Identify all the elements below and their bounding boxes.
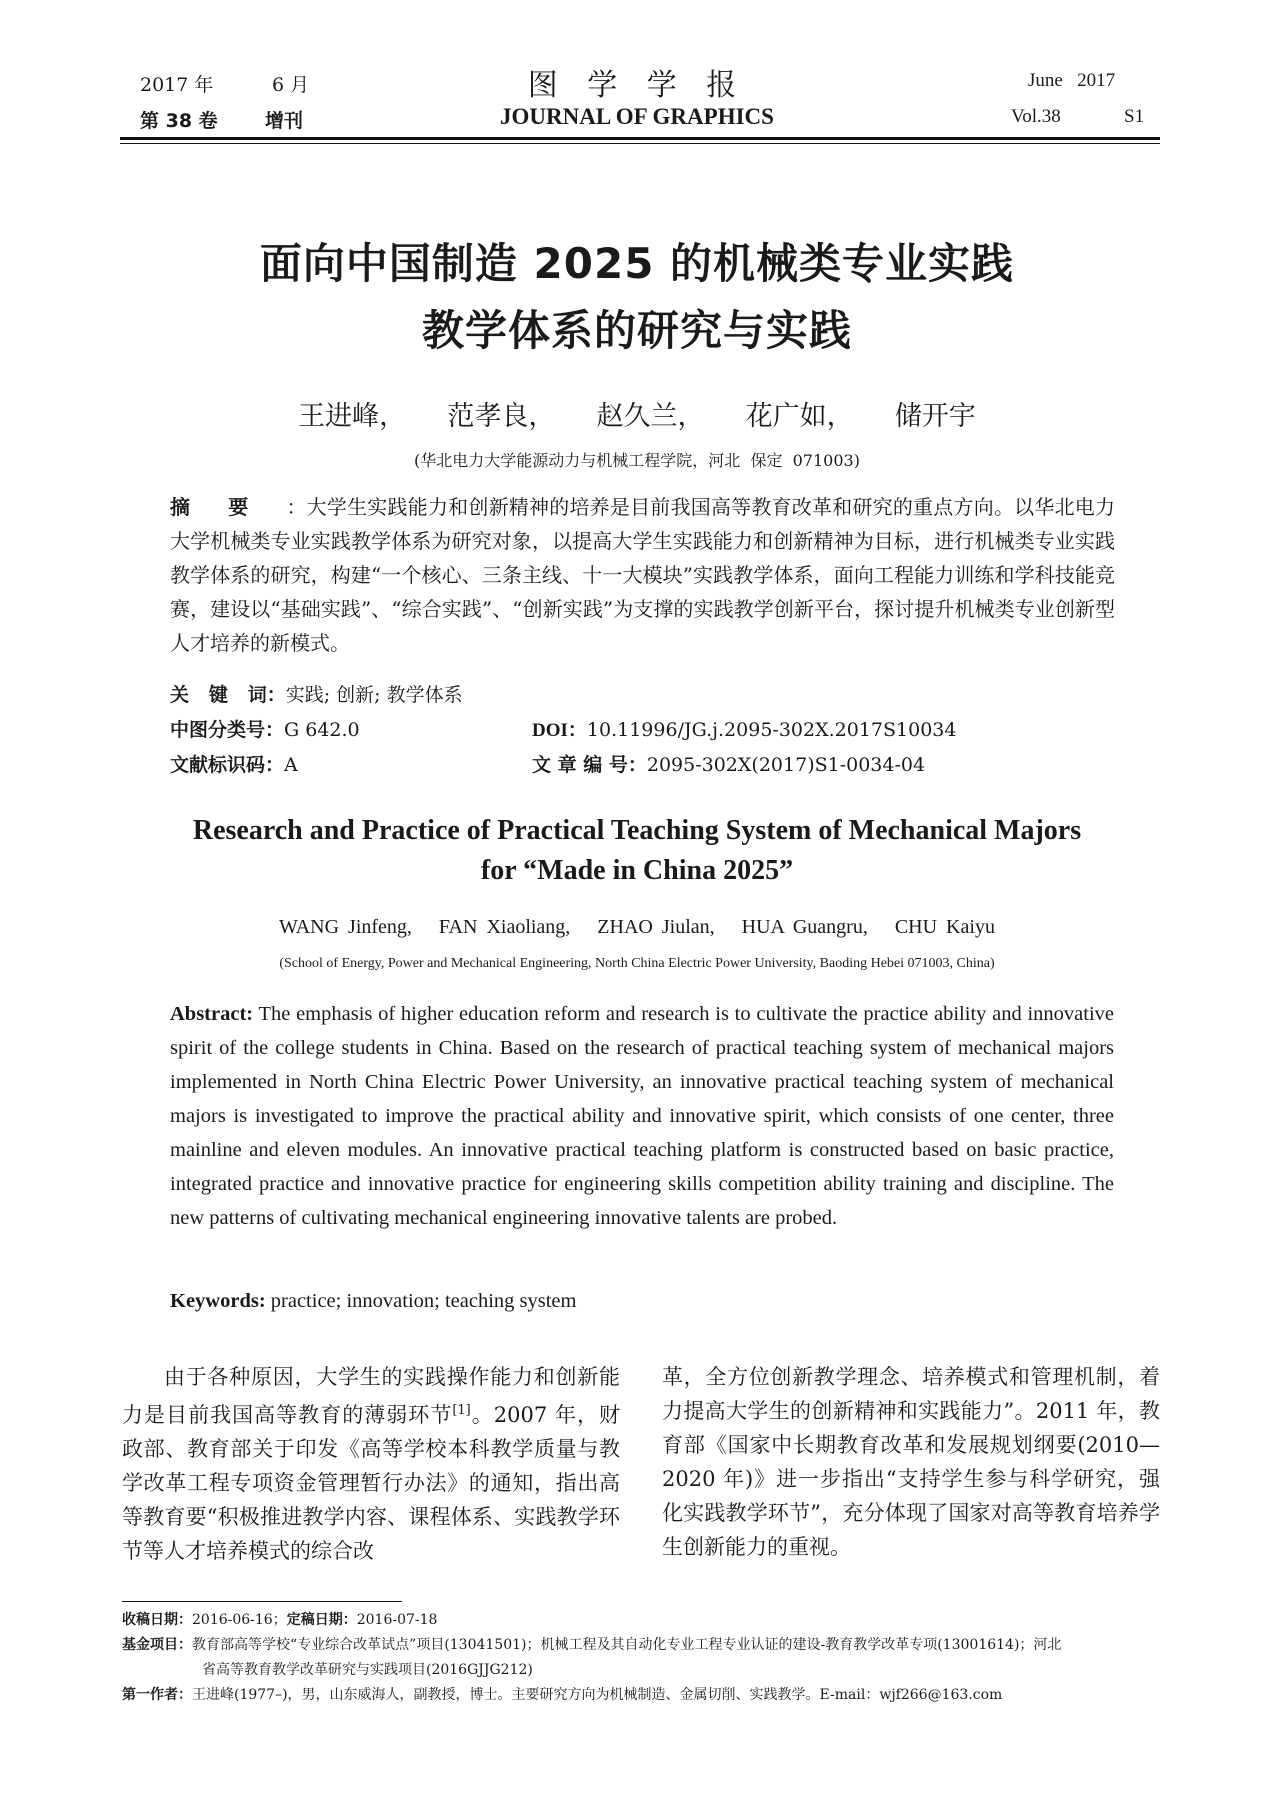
doi-value: 10.11996/JG.j.2095-302X.2017S10034 [586,719,957,741]
fund-value-cont: 省高等教育教学改革研究与实践项目(2016GJJG212) [202,1662,533,1678]
fund-value: 教育部高等学校“专业综合改革试点”项目(13041501)；机械工程及其自动化专业工程专业认证的建设-教育教学改革专项(13001614)；河北 [192,1637,1062,1653]
clc-number [170,715,360,742]
body-left-text-b: 。2007 年，财政部、教育部关于印发《高等学校本科教学质量与教学改革工程专项资金管理暂行办法》的通知，指出高等教育要“积极推进教学内容、课程体系、实践教学环节等人才培养模式的综合改 [122,1403,620,1563]
document-code-label: 文献标识码： [170,754,285,776]
affiliation-en: (School of Energy, Power and Mechanical Engineering, North China Electric Power University, Baoding Hebei 071003, China) [279,956,995,971]
title-cn-line2: 教学体系的研究与实践 [421,306,852,355]
header-rule-thick [120,137,1160,140]
body-left-column [122,1360,620,1568]
article-number [532,750,925,777]
title-en-line2: for “Made in China 2025” [480,855,794,886]
first-author-value: 王进峰(1977–)，男，山东威海人，副教授，博士。主要研究方向为机械制造、金属切削、实践教学。E-mail：wjf266@163.com [192,1687,1003,1703]
header-volume-cn: 第 38 卷 [140,110,218,132]
journal-title-cn: 图 学 学 报 [527,68,747,103]
keywords-en-label: Keywords: [170,1290,266,1312]
affiliation-cn: (华北电力大学能源动力与机械工程学院，河北 保定 071003) [414,451,860,470]
received-value: 2016-06-16； [192,1612,287,1628]
article-number-label: 文 章 编 号： [532,754,647,776]
header-rule-thin [120,143,1160,144]
received-label: 收稿日期： [122,1612,192,1628]
article-number-value: 2095-302X(2017)S1-0034-04 [646,754,926,776]
authors-cn: 王进峰， 范孝良， 赵久兰， 花广如， 储开宇 [298,401,976,432]
keywords-cn [170,680,463,707]
body-left-text-a: 由于各种原因，大学生的实践操作能力和创新能力是目前我国高等教育的薄弱环节 [122,1365,620,1427]
doi-label: DOI： [532,720,587,741]
header-year: 2017 年 [140,74,214,96]
header-date-en: June 2017 [1028,70,1116,91]
title-en-line1: Research and Practice of Practical Teaching System of Mechanical Majors [192,815,1082,846]
abstract-cn-label: 摘要 [170,495,287,519]
keywords-en-value: practice; innovation; teaching system [270,1290,577,1312]
journal-title-en: JOURNAL OF GRAPHICS [500,104,774,129]
clc-value: G 642.0 [284,719,360,741]
footnote-dates [122,1608,1162,1633]
footnotes [122,1608,1162,1708]
keywords-cn-label: 关 键 词： [170,684,286,706]
abstract-en [170,997,1114,1235]
doi [532,715,956,742]
header-issue-en: S1 [1124,106,1145,127]
citation-ref: [1] [452,1403,471,1418]
finalized-value: 2016-07-18 [356,1612,438,1628]
abstract-en-label: Abstract: [170,1003,254,1025]
finalized-label: 定稿日期： [286,1612,357,1628]
fund-label: 基金项目： [122,1637,192,1653]
abstract-cn [170,490,1115,660]
keywords-en [170,1290,576,1313]
abstract-en-text: The emphasis of higher education reform and research is to cultivate the practice ability and innovative spirit of the college students in China. Based on the research of practical teaching system of mechanical majors implemented in North China Electric Power University, an innovative practical teaching system of mechanical majors is investigated to improve the practical ability and innovative spirit, which consists of one center, three mainline and eleven modules. An innovative practical teaching platform is constructed based on basic practice, integrated practice and innovative practice for engineering skills competition ability training and discipline. The new patterns of cultivating mechanical engineering innovative talents are probed. [170,1003,1114,1229]
footnote-rule [122,1601,402,1602]
document-code-value: A [284,754,298,776]
clc-label: 中图分类号： [170,719,285,741]
abstract-cn-text: 大学生实践能力和创新精神的培养是目前我国高等教育改革和研究的重点方向。以华北电力大学机械类专业实践教学体系为研究对象，以提高大学生实践能力和创新精神为目标，进行机械类专业实践教学体系的研究，构建“一个核心、三条主线、十一大模块”实践教学体系，面向工程能力训练和学科技能竞赛，建设以“基础实践”、“综合实践”、“创新实践”为支撑的实践教学创新平台，探讨提升机械类专业创新型人才培养的新模式。 [170,495,1116,655]
keywords-cn-value: 实践; 创新; 教学体系 [285,684,463,706]
first-author-label: 第一作者： [122,1687,192,1703]
authors-en: WANG Jinfeng, FAN Xiaoliang, ZHAO Jiulan, HUA Guangru, CHU Kaiyu [279,916,995,938]
header-month: 6 月 [272,74,310,96]
abstract-cn-colon: ： [286,495,307,519]
title-cn-line1: 面向中国制造 2025 的机械类专业实践 [259,239,1015,288]
body-right-column: 革，全方位创新教学理念、培养模式和管理机制，着力提高大学生的创新精神和实践能力”。2011 年，教育部《国家中长期教育改革和发展规划纲要(2010—2020 年)》进一步指出“支持学生参与科学研究，强化实践教学环节”，充分体现了国家对高等教育培养学生创新能力的重视。 [662,1365,1160,1559]
header-volume-en: Vol.38 [1011,106,1061,127]
footnote-first-author [122,1683,1162,1708]
header-issue-cn: 增刊 [265,110,304,132]
footnote-fund [122,1633,1162,1683]
document-code [170,750,298,777]
